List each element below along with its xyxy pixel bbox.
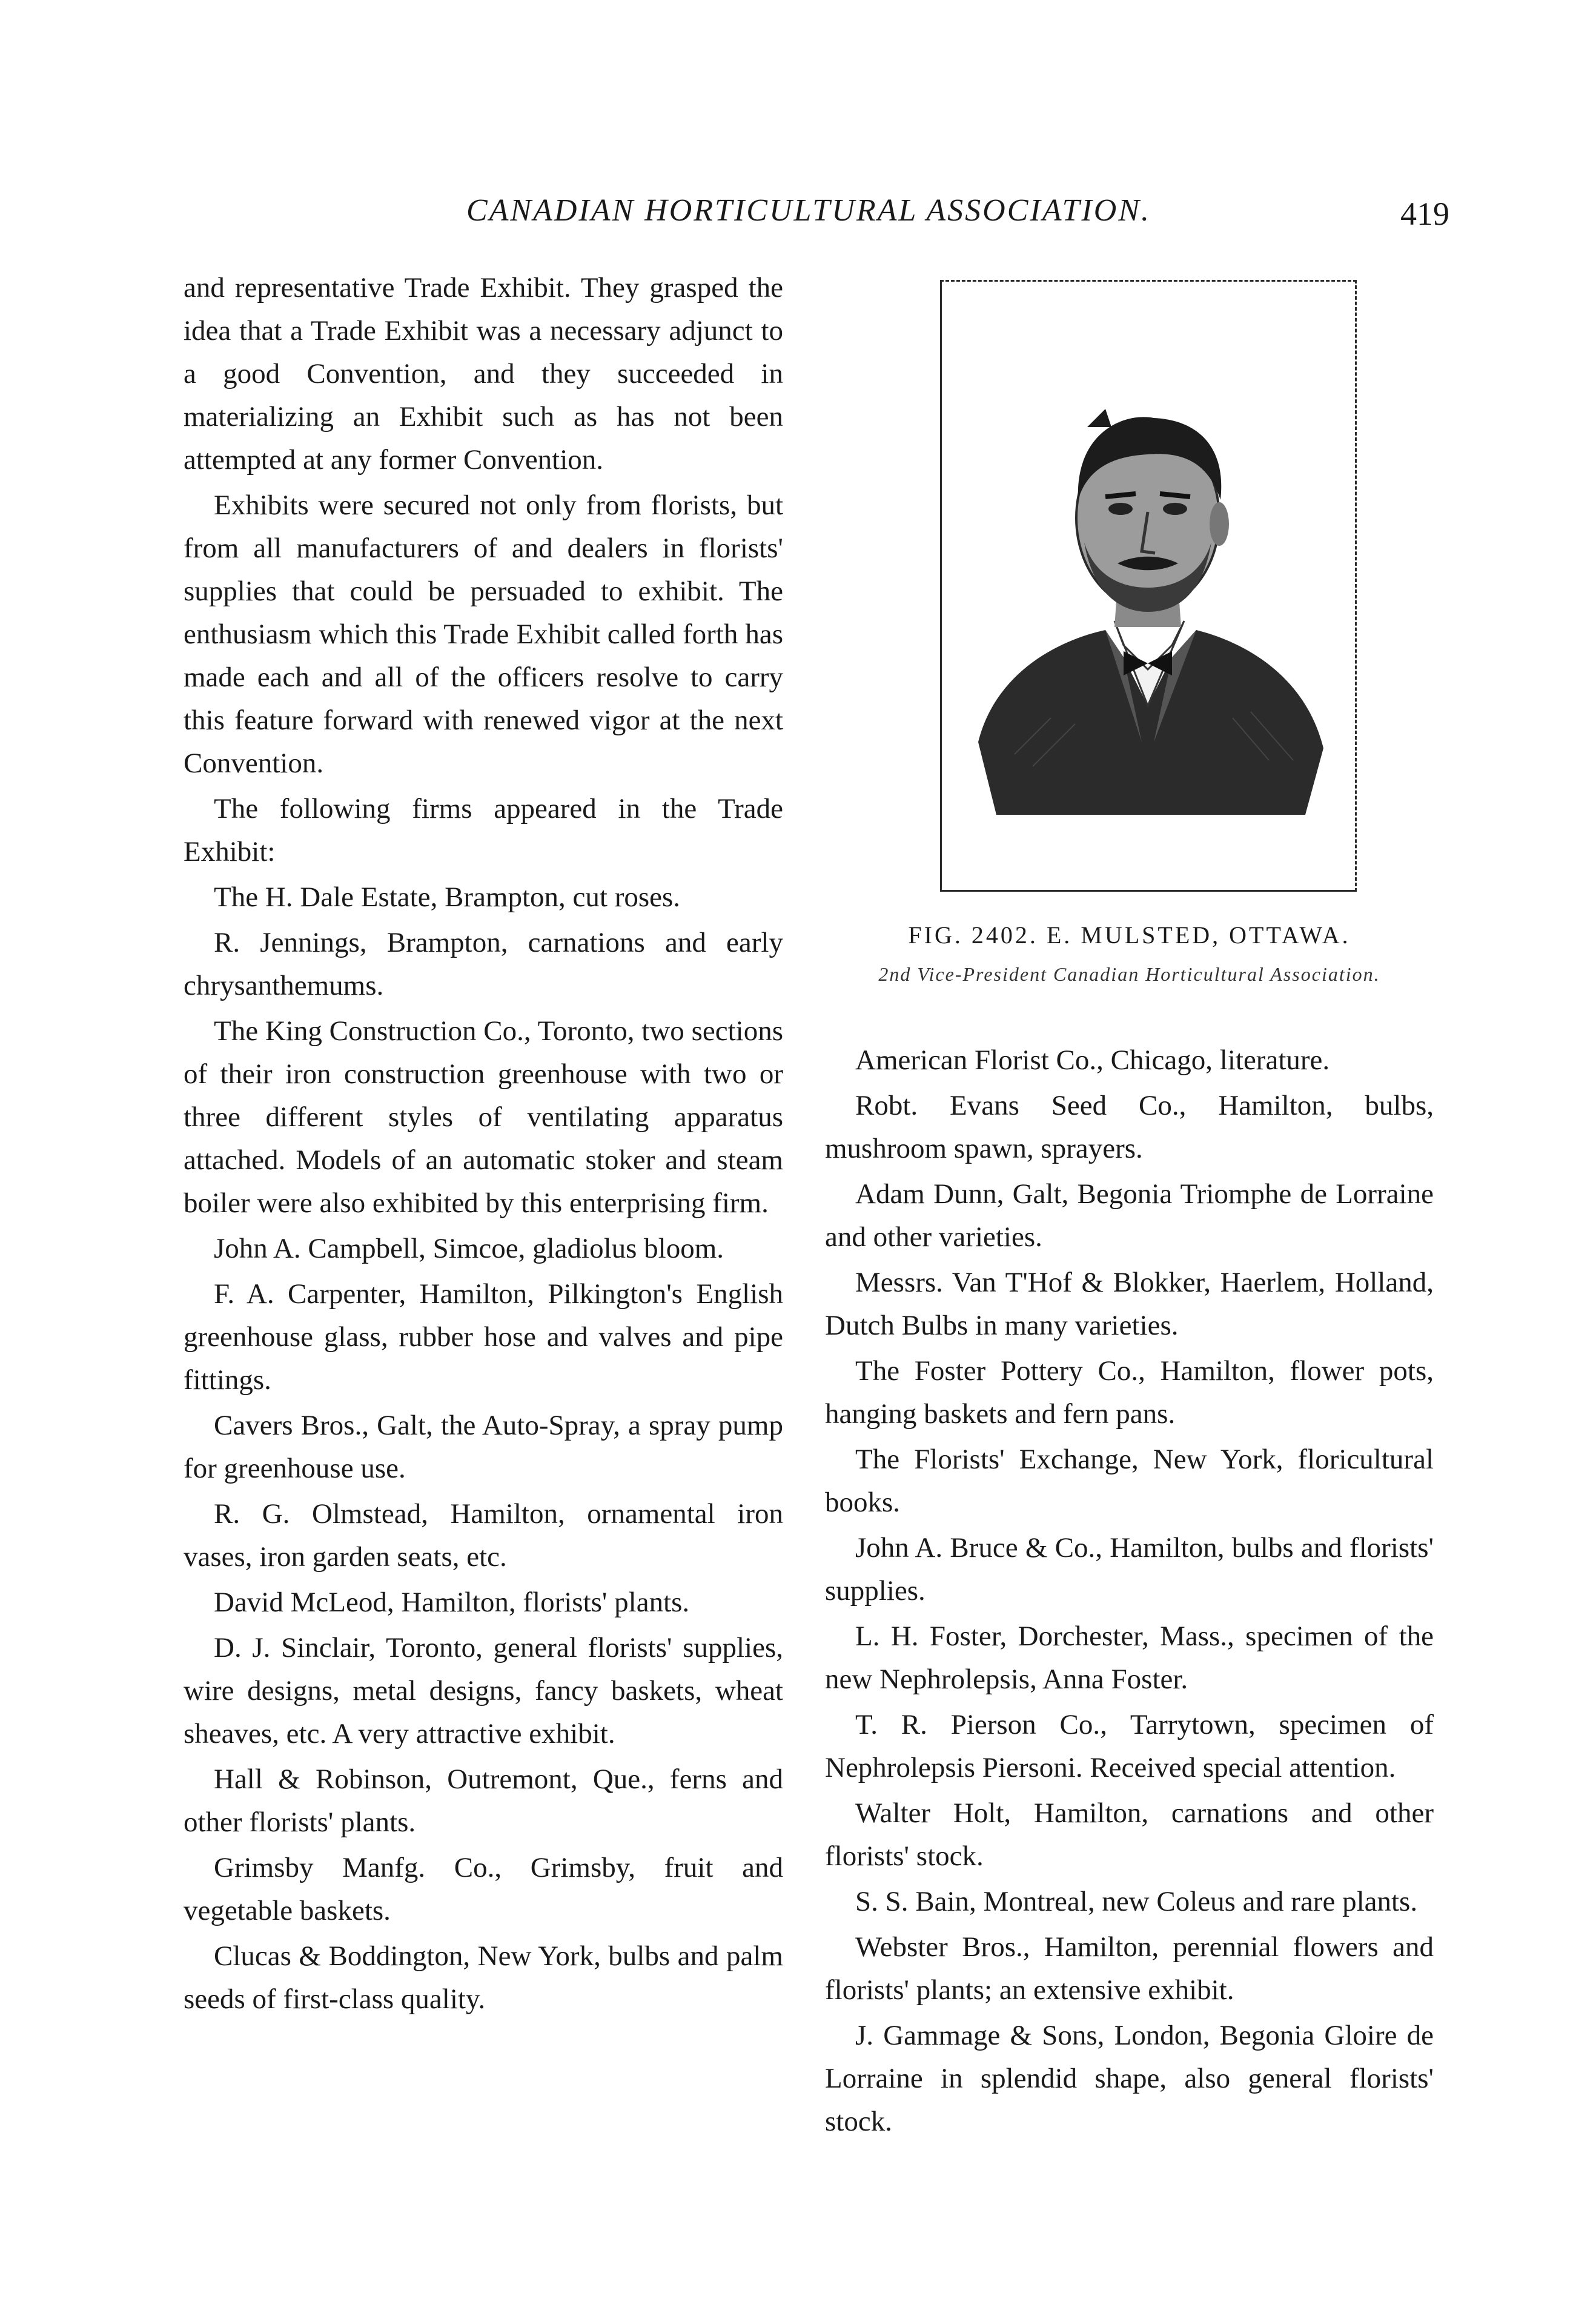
paragraph: and representative Trade Exhibit. They grasped the idea that a Trade Exhibit was a necessary adjunct to a good Convention, and they succeeded in materializing an Exhibit such as has not been attempted at any former Convention. [184,272,783,476]
exhibitor-entry: Robt. Evans Seed Co., Hamilton, bulbs, mushroom spawn, sprayers. [825,1090,1434,1164]
exhibitor-entry: Webster Bros., Hamilton, perennial flowers and florists' plants; an extensive exhibit. [825,1931,1434,2006]
right-column [825,1039,1434,2146]
exhibitor-entry: F. A. Carpenter, Hamilton, Pilkington's English greenhouse glass, rubber hose and valves and pipe fittings. [184,1278,783,1396]
exhibitor-entry: The H. Dale Estate, Brampton, cut roses. [214,881,681,913]
exhibitor-entry: Cavers Bros., Galt, the Auto-Spray, a spray pump for greenhouse use. [184,1410,783,1484]
page-number: 419 [1400,196,1449,232]
exhibitor-entry: David McLeod, Hamilton, florists' plants. [214,1587,690,1618]
exhibitor-entry: The Foster Pottery Co., Hamilton, flower pots, hanging baskets and fern pans. [825,1355,1434,1430]
exhibitor-entry: Clucas & Boddington, New York, bulbs and palm seeds of first-class quality. [184,1940,783,2015]
exhibitor-entry: Adam Dunn, Galt, Begonia Triomphe de Lorraine and other varieties. [825,1178,1434,1253]
exhibitor-entry: R. G. Olmstead, Hamilton, ornamental iron vases, iron garden seats, etc. [184,1498,783,1573]
exhibitor-entry: Hall & Robinson, Outremont, Que., ferns and other florists' plants. [184,1763,783,1838]
exhibitor-entry: J. Gammage & Sons, London, Begonia Gloire de Lorraine in splendid shape, also general florists' stock. [825,2020,1434,2137]
figure-caption: FIG. 2402. E. MULSTED, OTTAWA. [908,921,1351,949]
exhibitor-entry: The King Construction Co., Toronto, two sections of their iron construction greenhouse with two or three different styles of ventilating apparatus attached. Models of an automatic stoker and steam boiler were also exhibited by this enterprising firm. [184,1015,783,1219]
exhibitor-entry: Walter Holt, Hamilton, carnations and other florists' stock. [825,1797,1434,1872]
portrait-engraving-icon [942,282,1355,890]
exhibitor-entry: R. Jennings, Brampton, carnations and early chrysanthemums. [184,927,783,1001]
paragraph: Exhibits were secured not only from florists, but from all manufacturers of and dealers in florists' supplies that could be persuaded to exhibit. The enthusiasm which this Trade Exhibit called forth has made each and all of the officers resolve to carry this feature forward with renewed vigor at the next Convention. [184,489,783,779]
exhibitor-entry: S. S. Bain, Montreal, new Coleus and rare plants. [855,1886,1418,1917]
exhibitor-entry: L. H. Foster, Dorchester, Mass., specimen of the new Nephrolepsis, Anna Foster. [825,1620,1434,1695]
exhibitor-entry: Grimsby Manfg. Co., Grimsby, fruit and vegetable baskets. [184,1852,783,1926]
exhibitor-entry: T. R. Pierson Co., Tarrytown, specimen of Nephrolepsis Piersoni. Received special attention. [825,1709,1434,1783]
portrait-figure [940,280,1357,892]
exhibitor-entry: John A. Bruce & Co., Hamilton, bulbs and florists' supplies. [825,1532,1434,1607]
exhibitor-entry: John A. Campbell, Simcoe, gladiolus bloom. [214,1233,724,1264]
exhibitor-entry: American Florist Co., Chicago, literature. [855,1044,1330,1076]
running-title: CANADIAN HORTICULTURAL ASSOCIATION. [466,193,1151,228]
exhibitor-entry: The Florists' Exchange, New York, floricultural books. [825,1444,1434,1518]
exhibitor-entry: D. J. Sinclair, Toronto, general florists' supplies, wire designs, metal designs, fancy baskets, wheat sheaves, etc. A very attractive exhibit. [184,1632,783,1750]
left-column [184,267,783,2023]
exhibitor-entry: Messrs. Van T'Hof & Blokker, Haerlem, Holland, Dutch Bulbs in many varieties. [825,1267,1434,1341]
paragraph: The following firms appeared in the Trade Exhibit: [184,793,783,867]
figure-subcaption: 2nd Vice-President Canadian Horticultural Association. [878,963,1380,985]
